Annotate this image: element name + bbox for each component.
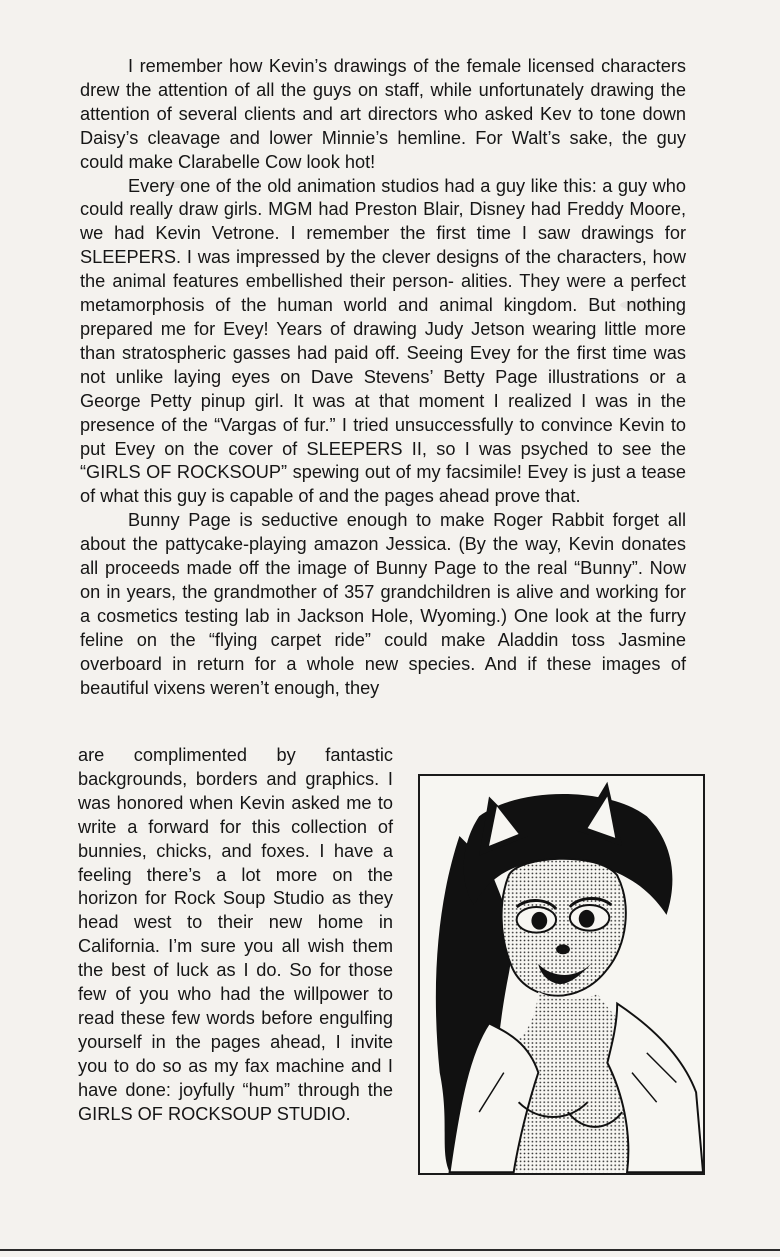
body-text (80, 55, 686, 700)
paragraph-1: I remember how Kevin’s drawings of the female licensed characters drew the attention of all the guys on staff, while unfortunately drawing the attention of several clients and art directors who asked Kev to tone down Daisy’s cleavage and lower Minnie’s hemline. For Walt’s sake, the guy could make Clarabelle Cow look hot! (80, 56, 686, 172)
paragraph-2: Every one of the old animation studios had a guy like this: a guy who could really draw girls. MGM had Preston Blair, Disney had Freddy Moore, we had Kevin Vetrone. I remember the first time I saw drawings for SLEEPERS. I was impressed by the clever designs of the characters, how the animal features embellished their person- alities. They were a perfect metamorphosis of the human world and animal kingdom. But nothing prepared me for Evey! Years of drawing Judy Jetson wearing little more than stratospheric gasses had paid off. Seeing Evey for the first time was not unlike laying eyes on Dave Stevens’ Betty Page illustrations or a George Petty pinup girl. It was at that moment I realized I was in the presence of the “Vargas of fur.” I tried unsuccessfully to convince Kevin to put Evey on the cover of SLEEPERS II, so I was psyched to see the “GIRLS OF ROCKSOUP” spewing out of my facsimile! Evey is just a tease of what this guy is capable of and the pages ahead prove that. (80, 175, 686, 507)
paragraph-4: are complimented by fantastic backgrounds, borders and graphics. I was honored when Kevin asked me to write a forward for this collection of bunnies, chicks, and foxes. I have a feeling there’s a lot more on the horizon for Rock Soup Studio as they head west to their new home in California. I’m sure you all wish them the best of luck as I do. So for those few of you who had the willpower to read these few words before engulfing yourself in the pages ahead, I invite you to do so as my fax machine and I have done: joyfully “hum” through the GIRLS OF ROCKSOUP STUDIO. (78, 745, 393, 1124)
wrapped-text-column (78, 744, 393, 1127)
paragraph-3: Bunny Page is seductive enough to make Roger Rabbit forget all about the pattycake-playing amazon Jessica. (By the way, Kevin donates all proceeds made off the image of Bunny Page to the real “Bunny”. Now on in years, the grandmother of 357 grandchildren is alive and working for a cosmetics testing lab in Jackson Hole, Wyoming.) One look at the furry feline on the “flying carpet ride” could make Aladdin toss Jasmine overboard in return for a whole new species. And if these images of beautiful vixens weren’t enough, they (80, 510, 686, 698)
fox-illustration (418, 774, 705, 1175)
page-edge-rule (0, 1249, 780, 1251)
fox-drawing (420, 776, 703, 1173)
